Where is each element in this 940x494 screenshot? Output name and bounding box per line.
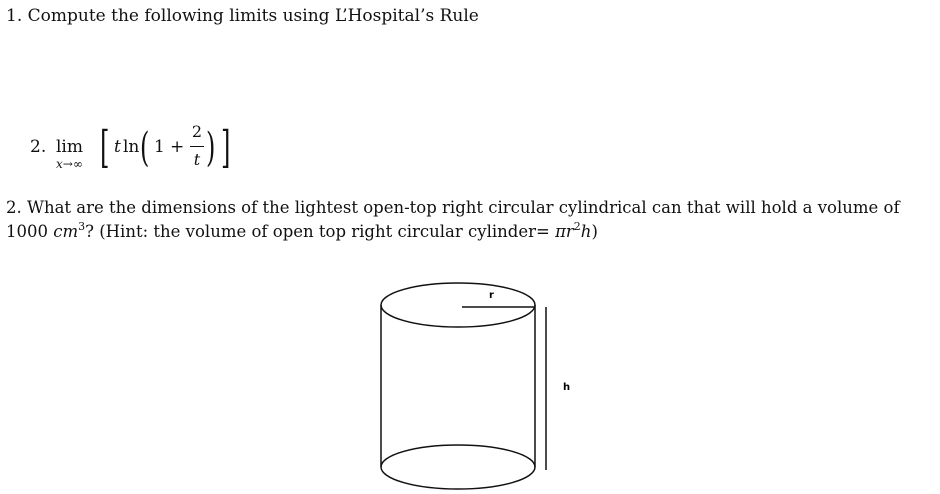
question-2-line-2 bbox=[6, 222, 598, 242]
height-label: h bbox=[563, 382, 571, 393]
right-bracket: ] bbox=[221, 122, 231, 173]
constant-one: 1 bbox=[154, 137, 165, 157]
fraction-denominator: t bbox=[193, 150, 201, 169]
hint-close: ) bbox=[591, 222, 598, 241]
left-paren: ( bbox=[140, 125, 150, 171]
formula-h: h bbox=[580, 222, 592, 241]
problem-number: 2. bbox=[30, 137, 47, 157]
fraction-numerator: 2 bbox=[191, 122, 203, 141]
formula-exponent: 2 bbox=[573, 220, 581, 233]
volume-exponent: 3 bbox=[78, 220, 86, 233]
volume-unit: cm bbox=[53, 222, 79, 241]
question-1-heading: 1. Compute the following limits using L’Hospital’s Rule bbox=[6, 6, 479, 26]
fraction-bar bbox=[190, 146, 204, 147]
right-paren: ) bbox=[206, 125, 216, 171]
lim-subscript: x→∞ bbox=[56, 157, 83, 171]
lim-operator: lim bbox=[56, 137, 83, 157]
left-bracket: [ bbox=[100, 122, 110, 173]
cylinder-figure bbox=[370, 280, 580, 490]
cylinder-top-ellipse bbox=[381, 283, 535, 327]
cylinder-bottom-ellipse bbox=[381, 445, 535, 489]
question-2-line-1: 2. What are the dimensions of the lightest open-top right circular cylindrical can that will hold a volume of bbox=[6, 198, 900, 217]
plus-sign: + bbox=[170, 137, 185, 157]
t-variable: t bbox=[114, 137, 121, 157]
ln-function: ln bbox=[123, 137, 140, 157]
radius-label: r bbox=[489, 290, 494, 301]
formula-pi-r: πr bbox=[555, 222, 574, 241]
volume-value: 1000 bbox=[6, 222, 48, 241]
hint-text: ? (Hint: the volume of open top right circular cylinder= bbox=[85, 222, 550, 241]
